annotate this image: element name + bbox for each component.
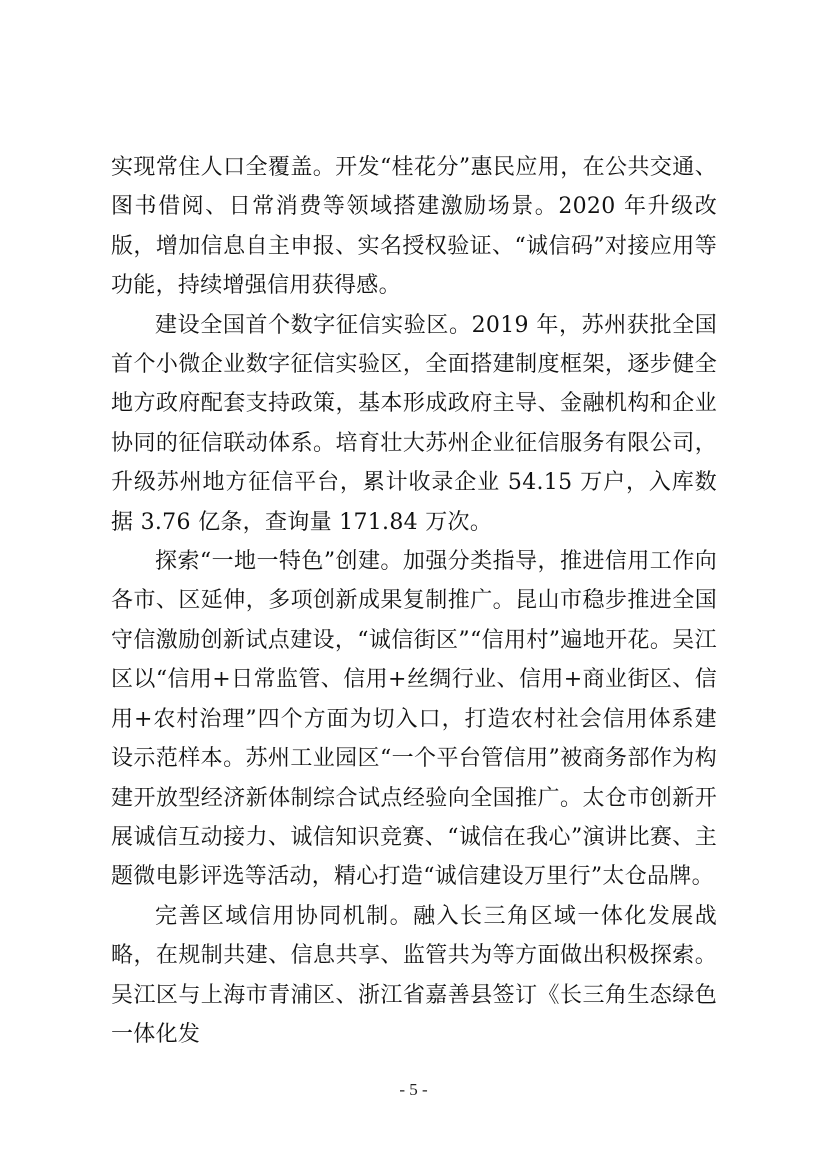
- body-text: [111, 148, 717, 1054]
- paragraph-digital-credit-zone: 建设全国首个数字征信实验区。2019 年，苏州获批全国首个小微企业数字征信实验区，全面搭建制度框架，逐步健全地方政府配套支持政策，基本形成政府主导、金融机构和企业协同的征信联动体系。培育壮大苏州企业征信服务有限公司，升级苏州地方征信平台，累计收录企业 54.15 万户，入库数据 3.76 亿条，查询量 171.84 万次。: [111, 312, 717, 535]
- paragraph-continuation: 实现常住人口全覆盖。开发“桂花分”惠民应用，在公共交通、图书借阅、日常消费等领域搭建激励场景。2020 年升级改版，增加信息自主申报、实名授权验证、“诚信码”对接应用等功能，持续增强信用获得感。: [111, 155, 717, 299]
- paragraph-regional-coordination: 完善区域信用协同机制。融入长三角区域一体化发展战略，在规制共建、信息共享、监管共为等方面做出积极探索。吴江区与上海市青浦区、浙江省嘉善县签订《长三角生态绿色一体化发: [111, 903, 717, 1047]
- page-number: - 5 -: [399, 1080, 428, 1099]
- paragraph-local-features: 探索“一地一特色”创建。加强分类指导，推进信用工作向各市、区延伸，多项创新成果复制推广。昆山市稳步推进全国守信激励创新试点建设，“诚信街区”“信用村”遍地开花。吴江区以“信用+日常监管、信用+丝绸行业、信用+商业街区、信用+农村治理”四个方面为切入口，打造农村社会信用体系建设示范样本。苏州工业园区“一个平台管信用”被商务部作为构建开放型经济新体制综合试点经验向全国推广。太仓市创新开展诚信互动接力、诚信知识竞赛、“诚信在我心”演讲比赛、主题微电影评选等活动，精心打造“诚信建设万里行”太仓品牌。: [111, 549, 717, 890]
